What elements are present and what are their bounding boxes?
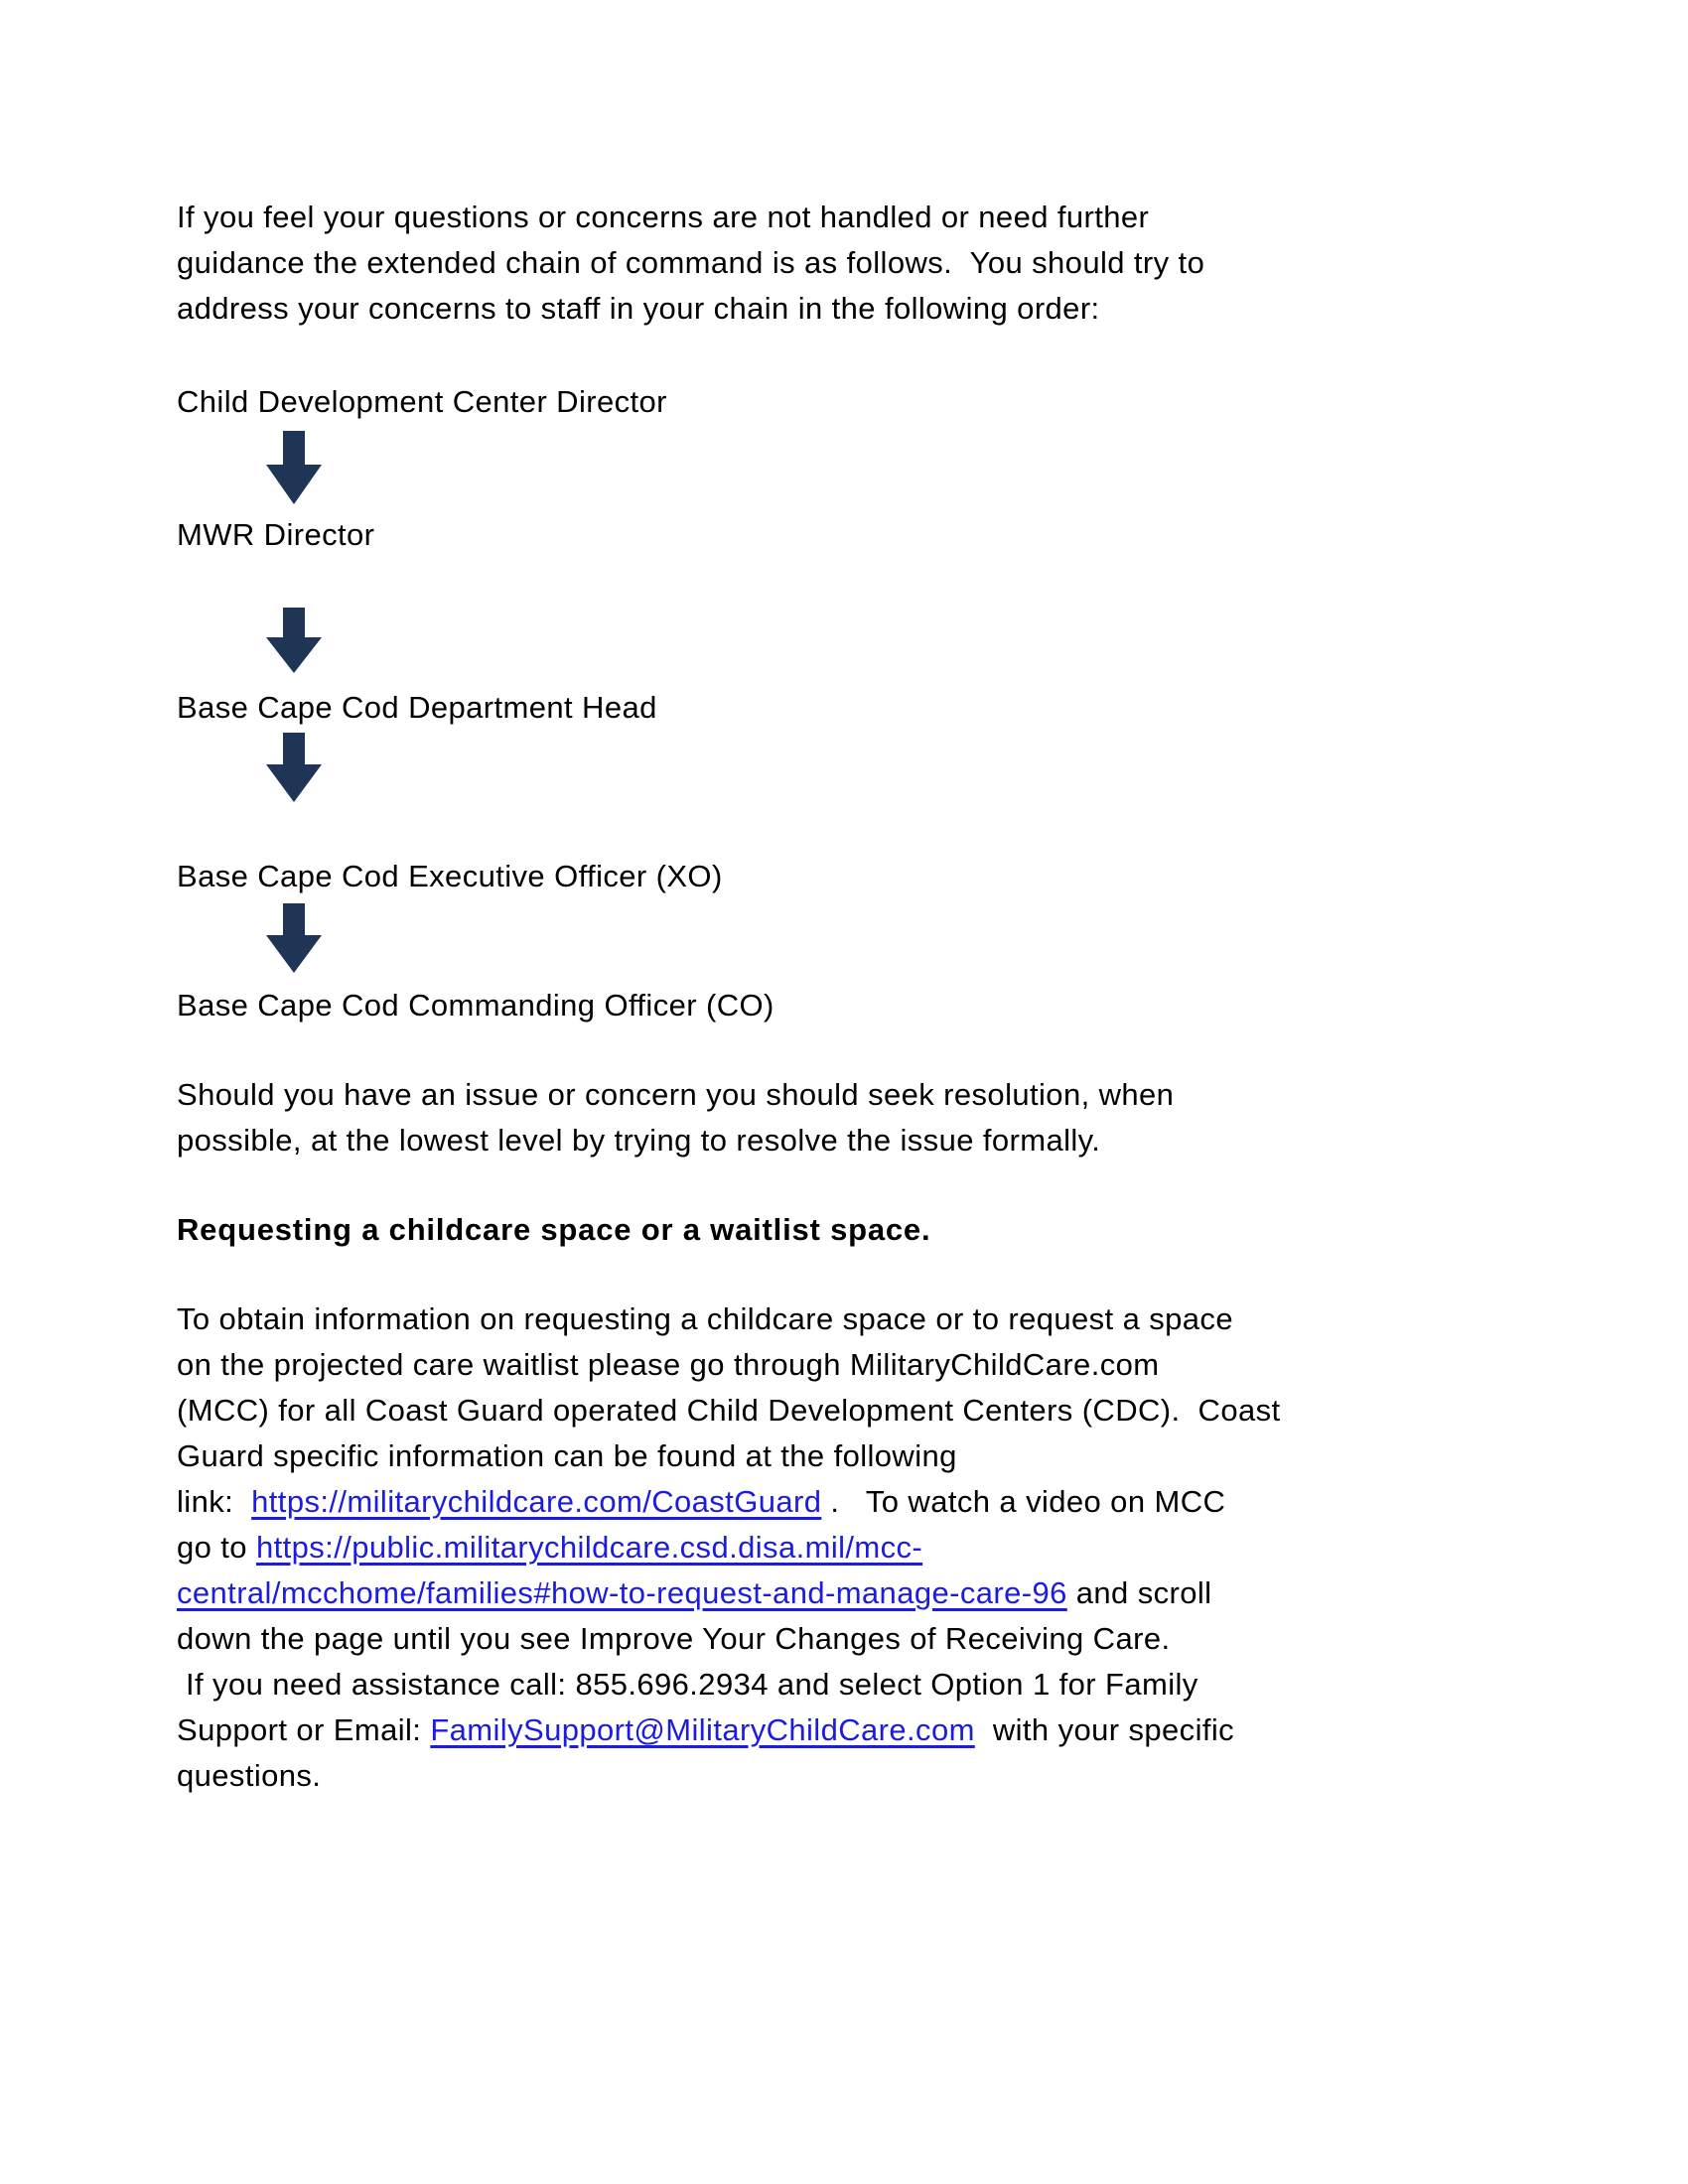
paragraph-line xyxy=(177,1707,1458,1753)
down-arrow-icon xyxy=(266,431,322,504)
text-segment: If you need assistance call: 855.696.2934 and select Option 1 for Family xyxy=(177,1667,1198,1702)
text-segment: and scroll xyxy=(1066,1575,1212,1610)
paragraph-line xyxy=(177,1388,1458,1433)
chain-item-executive-officer: Base Cape Cod Executive Officer (XO) xyxy=(177,859,723,893)
paragraph-line xyxy=(177,1479,1458,1525)
chain-of-command xyxy=(177,379,1458,1028)
text-segment: with your specific xyxy=(974,1712,1235,1747)
text-segment: on the projected care waitlist please go through MilitaryChildCare.com xyxy=(177,1347,1160,1382)
text-segment: link: xyxy=(177,1484,252,1519)
paragraph-line: address your concerns to staff in your chain in the following order: xyxy=(177,291,1100,326)
paragraph-line: guidance the extended chain of command is as follows. You should try to xyxy=(177,245,1205,280)
text-segment: To obtain information on requesting a childcare space or to request a space xyxy=(177,1301,1233,1336)
request-info-paragraph xyxy=(177,1297,1458,1799)
text-segment: (MCC) for all Coast Guard operated Child Development Centers (CDC). Coast xyxy=(177,1393,1281,1428)
section-heading: Requesting a childcare space or a waitlist space. xyxy=(177,1212,931,1247)
militarychildcare-coastguard-link[interactable]: https://militarychildcare.com/CoastGuard xyxy=(251,1484,822,1519)
down-arrow-icon xyxy=(266,733,322,802)
family-support-email-link[interactable]: FamilySupport@MilitaryChildCare.com xyxy=(430,1712,975,1747)
paragraph-line xyxy=(177,1570,1458,1616)
paragraph-line: If you feel your questions or concerns are not handled or need further xyxy=(177,200,1150,234)
intro-paragraph xyxy=(177,195,1458,332)
paragraph-line xyxy=(177,1662,1458,1707)
paragraph-line xyxy=(177,1525,1458,1570)
down-arrow-icon xyxy=(266,608,322,673)
paragraph-line: Should you have an issue or concern you should seek resolution, when xyxy=(177,1077,1175,1112)
paragraph-line xyxy=(177,1433,1458,1479)
down-arrow-icon xyxy=(266,903,322,973)
chain-item-mwr-director: MWR Director xyxy=(177,517,375,552)
text-segment: down the page until you see Improve Your Changes of Receiving Care. xyxy=(177,1621,1171,1656)
paragraph-line: possible, at the lowest level by trying to resolve the issue formally. xyxy=(177,1123,1101,1158)
paragraph-line xyxy=(177,1297,1458,1342)
mcc-central-link-part1[interactable]: https://public.militarychildcare.csd.disa.mil/mcc- xyxy=(255,1530,923,1565)
text-segment: . To watch a video on MCC xyxy=(821,1484,1226,1519)
document-content xyxy=(177,195,1458,1799)
chain-item-commanding-officer: Base Cape Cod Commanding Officer (CO) xyxy=(177,988,774,1023)
paragraph-line xyxy=(177,1616,1458,1662)
text-segment: questions. xyxy=(177,1758,322,1793)
paragraph-line xyxy=(177,1753,1458,1799)
mcc-central-link-part2[interactable]: central/mcchome/families#how-to-request-and-manage-care-96 xyxy=(177,1575,1067,1610)
chain-item-department-head: Base Cape Cod Department Head xyxy=(177,690,657,725)
text-segment: Support or Email: xyxy=(177,1712,431,1747)
text-segment: go to xyxy=(177,1530,256,1565)
resolution-paragraph xyxy=(177,1072,1458,1163)
paragraph-line xyxy=(177,1342,1458,1388)
text-segment: Guard specific information can be found at the following xyxy=(177,1438,957,1473)
chain-item-cdc-director: Child Development Center Director xyxy=(177,384,667,419)
